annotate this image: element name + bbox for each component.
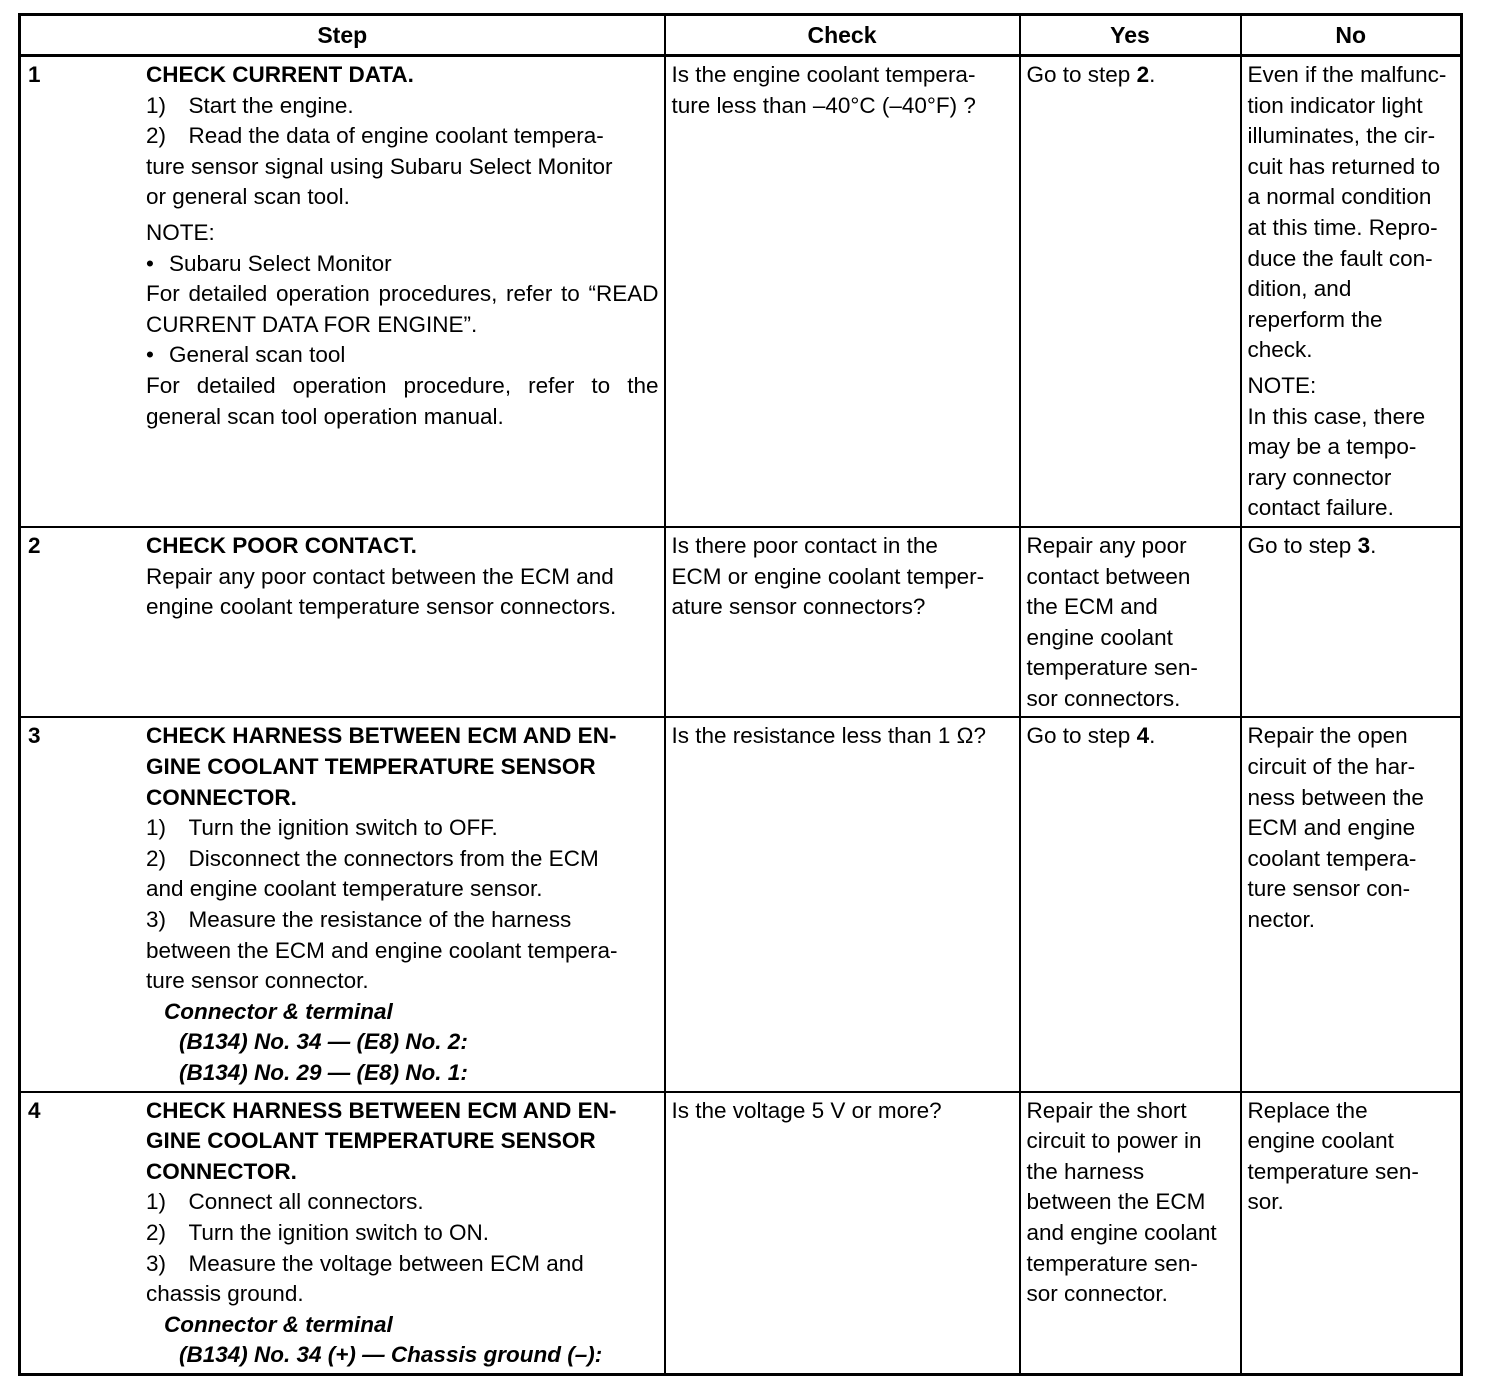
step-cell: [20, 717, 665, 1091]
no-cell: [1241, 717, 1462, 1091]
no-line: contact failure.: [1247, 495, 1394, 521]
no-line: dition, and: [1247, 276, 1352, 302]
check-cell: [665, 527, 1020, 718]
check-cell: [665, 717, 1020, 1091]
bullet-text: For detailed operation procedure, refer to the general scan tool operation manual.: [146, 372, 659, 429]
no-cell: [1241, 1092, 1462, 1375]
connector-terminal-line: (B134) No. 29 — (E8) No. 1:: [179, 1060, 468, 1085]
check-text: Is the voltage 5 V or more?: [671, 1097, 942, 1123]
step-line: engine coolant temperature sensor connectors.: [146, 594, 617, 620]
step-line: chassis ground.: [146, 1281, 304, 1307]
yes-cell: [1020, 527, 1241, 718]
yes-cell: [1020, 1092, 1241, 1375]
table-row: [20, 717, 1462, 1091]
no-line: tion indicator light: [1247, 92, 1423, 118]
yes-line: temperature sen-: [1026, 1250, 1198, 1276]
step-body: [146, 60, 659, 432]
no-line: Replace the: [1247, 1097, 1368, 1123]
step-line: 2) Read the data of engine coolant tempera-: [146, 123, 604, 149]
yes-text: Go to step: [1026, 723, 1137, 749]
connector-terminal-line: (B134) No. 34 — (E8) No. 2:: [179, 1029, 468, 1055]
step-line: ture sensor signal using Subaru Select Monitor: [146, 153, 613, 179]
no-line: reperform the: [1247, 306, 1383, 332]
no-cell: Go to step 3.: [1241, 527, 1462, 718]
check-cell: [665, 56, 1020, 527]
step-title: CHECK CURRENT DATA.: [146, 62, 414, 87]
step-line: 3) Measure the resistance of the harness: [146, 907, 572, 933]
yes-line: sor connectors.: [1026, 685, 1181, 711]
step-line: 1) Turn the ignition switch to OFF.: [146, 815, 498, 841]
bullet-item: • General scan tool: [146, 340, 659, 371]
diagnostic-table: [18, 13, 1463, 1376]
table-row: [20, 527, 1462, 718]
step-title: GINE COOLANT TEMPERATURE SENSOR: [146, 754, 596, 780]
table-row: [20, 1092, 1462, 1375]
note-label: NOTE:: [1247, 372, 1317, 398]
step-number: 2: [28, 532, 41, 558]
step-line: Repair any poor contact between the ECM and: [146, 563, 614, 589]
connector-terminal-line: (B134) No. 34 (+) — Chassis ground (–):: [179, 1342, 603, 1368]
no-line: ture sensor con-: [1247, 876, 1411, 902]
check-cell: [665, 1092, 1020, 1375]
header-check: Check: [665, 15, 1020, 56]
yes-cell: Go to step 2.: [1020, 56, 1241, 527]
yes-line: between the ECM: [1026, 1189, 1206, 1215]
no-line: ECM and engine: [1247, 815, 1416, 841]
no-line: In this case, there: [1247, 403, 1426, 429]
yes-line: engine coolant: [1026, 624, 1173, 650]
no-line: engine coolant: [1247, 1128, 1394, 1154]
no-line: cuit has returned to: [1247, 153, 1441, 179]
step-cell: [20, 527, 665, 718]
no-line: may be a tempo-: [1247, 434, 1417, 460]
step-line: 1) Connect all connectors.: [146, 1189, 424, 1215]
no-line: ness between the: [1247, 784, 1424, 810]
yes-line: the ECM and: [1026, 594, 1158, 620]
no-line: illuminates, the cir-: [1247, 123, 1436, 149]
step-body: [146, 1096, 659, 1371]
table-header-row: [20, 15, 1462, 56]
header-step: Step: [20, 15, 665, 56]
yes-line: and engine coolant: [1026, 1219, 1217, 1245]
yes-line: temperature sen-: [1026, 655, 1198, 681]
yes-line: sor connector.: [1026, 1281, 1168, 1307]
step-line: 2) Turn the ignition switch to ON.: [146, 1219, 490, 1245]
check-line: ature sensor connectors?: [671, 594, 926, 620]
bullet-text: For detailed operation procedures, refer to “READ CURRENT DATA FOR ENGINE”.: [146, 281, 659, 337]
no-line: sor.: [1247, 1189, 1284, 1215]
yes-step-ref: 4: [1136, 723, 1150, 749]
yes-line: Repair any poor: [1026, 532, 1187, 558]
yes-text: Go to step: [1026, 62, 1137, 87]
check-text: Is the engine coolant tempera-ture less than –40°C (–40°F) ?: [671, 62, 976, 118]
header-yes: Yes: [1020, 15, 1241, 56]
no-text: Go to step: [1247, 532, 1358, 558]
yes-line: the harness: [1026, 1158, 1145, 1184]
note-label: NOTE:: [146, 219, 215, 245]
no-line: duce the fault con-: [1247, 245, 1433, 271]
table-row: [20, 56, 1462, 527]
step-body: [146, 531, 659, 623]
step-line: 1) Start the engine.: [146, 92, 354, 118]
yes-line: contact between: [1026, 563, 1191, 589]
step-cell: [20, 56, 665, 527]
step-line: and engine coolant temperature sensor.: [146, 876, 543, 902]
no-line: nector.: [1247, 907, 1316, 933]
check-text: Is the resistance less than 1 Ω?: [671, 723, 986, 749]
step-title: CONNECTOR.: [146, 1158, 297, 1184]
step-line: between the ECM and engine coolant tempera-: [146, 937, 618, 963]
yes-step-ref: 2: [1136, 62, 1150, 87]
check-line: ECM or engine coolant temper-: [671, 563, 985, 589]
bullet-item: • Subaru Select Monitor: [146, 249, 659, 280]
no-line: at this time. Repro-: [1247, 214, 1438, 240]
no-line: a normal condition: [1247, 184, 1432, 210]
step-title: CHECK POOR CONTACT.: [146, 532, 417, 558]
yes-line: circuit to power in: [1026, 1128, 1202, 1154]
no-line: coolant tempera-: [1247, 845, 1417, 871]
step-number: 1: [28, 62, 41, 87]
check-line: Is there poor contact in the: [671, 532, 938, 558]
no-line: circuit of the har-: [1247, 754, 1416, 780]
connector-terminal-title: Connector & terminal: [164, 1311, 393, 1337]
step-body: [146, 721, 659, 1088]
step-line: 3) Measure the voltage between ECM and: [146, 1250, 584, 1276]
yes-line: Repair the short: [1026, 1097, 1187, 1123]
connector-terminal-title: Connector & terminal: [164, 998, 393, 1024]
no-cell: [1241, 56, 1462, 527]
step-number: 3: [28, 723, 41, 749]
no-line: temperature sen-: [1247, 1158, 1419, 1184]
step-line: or general scan tool.: [146, 184, 350, 210]
step-title: GINE COOLANT TEMPERATURE SENSOR: [146, 1128, 596, 1154]
step-number: 4: [28, 1097, 41, 1123]
step-line: 2) Disconnect the connectors from the ECM: [146, 845, 599, 871]
step-title: CHECK HARNESS BETWEEN ECM AND EN-: [146, 1097, 617, 1123]
no-line: Even if the malfunc-: [1247, 62, 1447, 87]
no-line: check.: [1247, 337, 1313, 363]
step-title: CONNECTOR.: [146, 784, 297, 810]
header-no: No: [1241, 15, 1462, 56]
no-line: Repair the open: [1247, 723, 1408, 749]
yes-cell: Go to step 4.: [1020, 717, 1241, 1091]
no-step-ref: 3: [1357, 532, 1371, 558]
step-title: CHECK HARNESS BETWEEN ECM AND EN-: [146, 723, 617, 749]
no-line: rary connector: [1247, 464, 1392, 490]
step-line: ture sensor connector.: [146, 968, 369, 994]
step-cell: [20, 1092, 665, 1375]
